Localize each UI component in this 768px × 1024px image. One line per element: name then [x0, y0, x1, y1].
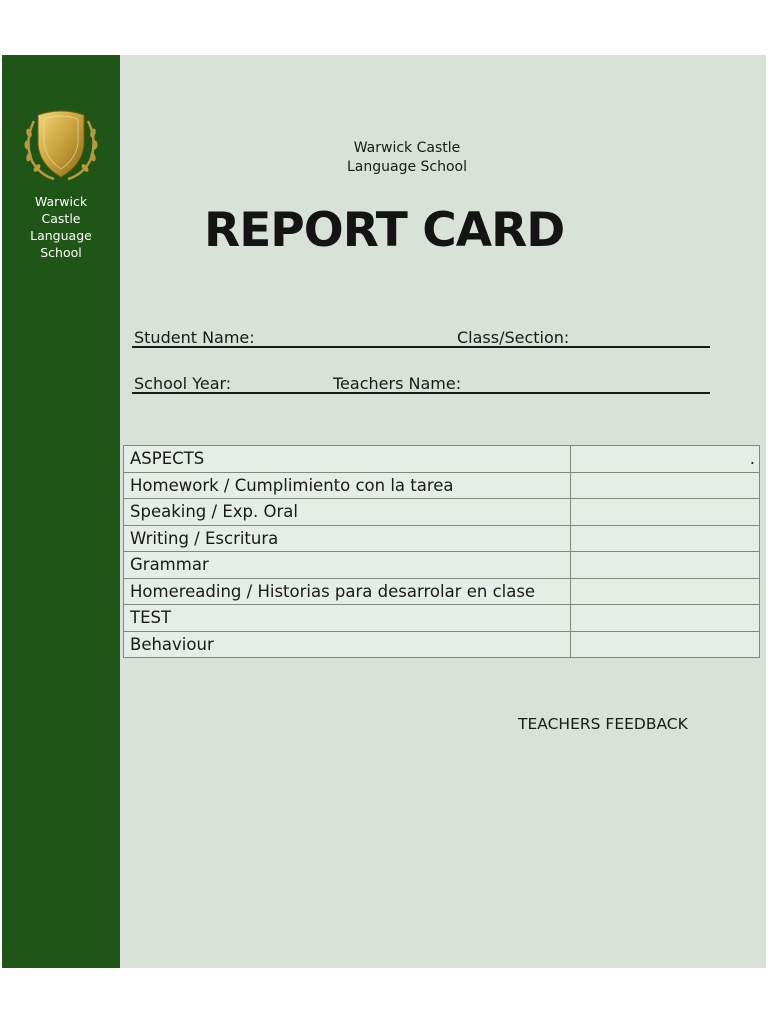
table-row	[124, 525, 760, 552]
student-name-line[interactable]	[132, 346, 710, 348]
aspect-label: Speaking / Exp. Oral	[124, 499, 571, 526]
aspect-label: Grammar	[124, 552, 571, 579]
table-header-cell: ASPECTS	[124, 446, 571, 473]
page-title: REPORT CARD	[204, 203, 565, 258]
aspect-label: Homework / Cumplimiento con la tarea	[124, 472, 571, 499]
student-name-label: Student Name:	[134, 328, 255, 347]
aspect-label: Homereading / Historias para desarrolar en clase	[124, 578, 571, 605]
aspects-table	[123, 445, 760, 658]
table-row	[124, 552, 760, 579]
sidebar-school-name	[2, 193, 120, 261]
table-row	[124, 631, 760, 658]
teachers-feedback-label: TEACHERS FEEDBACK	[518, 715, 688, 733]
grade-header-cell[interactable]: .	[571, 446, 760, 473]
table-row	[124, 605, 760, 632]
grade-cell[interactable]	[571, 605, 760, 632]
sidebar-school-line: Warwick	[34, 194, 88, 209]
aspect-label: TEST	[124, 605, 571, 632]
grade-cell[interactable]	[571, 552, 760, 579]
report-card-page	[2, 55, 766, 968]
school-year-line[interactable]	[132, 392, 710, 394]
grade-cell[interactable]	[571, 499, 760, 526]
table-row	[124, 578, 760, 605]
grade-cell[interactable]	[571, 578, 760, 605]
table-header-row	[124, 446, 760, 473]
aspect-label: Behaviour	[124, 631, 571, 658]
grade-cell[interactable]	[571, 631, 760, 658]
sidebar-school-line: Castle	[41, 211, 81, 226]
table-row	[124, 499, 760, 526]
school-year-label: School Year:	[134, 374, 232, 393]
sidebar-school-line: School	[40, 245, 82, 260]
school-heading-line-1: Warwick Castle	[353, 140, 461, 156]
class-section-label: Class/Section:	[457, 328, 570, 347]
sidebar	[2, 55, 120, 968]
school-heading-line-2: Language School	[346, 159, 468, 175]
teachers-name-label: Teachers Name:	[333, 374, 462, 393]
grade-cell[interactable]	[571, 525, 760, 552]
grade-cell[interactable]	[571, 472, 760, 499]
shield-laurel-icon	[20, 107, 102, 181]
table-row	[124, 472, 760, 499]
aspect-label: Writing / Escritura	[124, 525, 571, 552]
school-heading	[302, 139, 512, 177]
sidebar-school-line: Language	[30, 228, 92, 243]
